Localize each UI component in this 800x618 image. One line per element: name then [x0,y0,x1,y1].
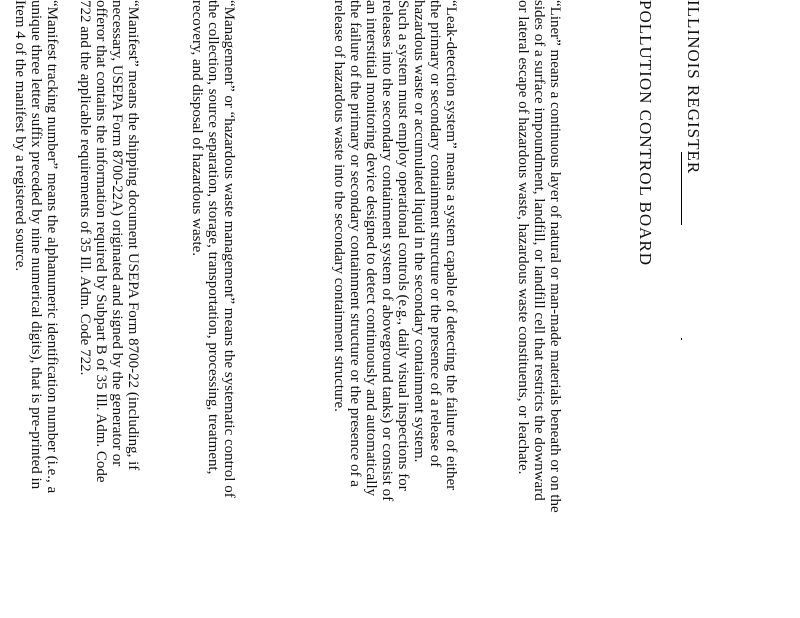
definition-line: 722 and the applicable requirements of 35 Ill. Adm. Code 722. [77,0,93,376]
definition-line: the collection, source separation, storage, transportation, processing, treatment, [205,0,221,475]
definition-paragraph [515,0,563,618]
definition-line: or lateral escape of hazardous waste, hazardous waste constituents, or leachate. [515,0,531,475]
definition-line: the primary or secondary containment structure or the presence of a release of [427,0,443,468]
definition-line: Item 4 of the manifest by a registered source. [12,0,28,272]
board-name: POLLUTION CONTROL BOARD [636,0,655,267]
definition-line: “Manifest tracking number” means the alphanumeric identification number (i.e., a [44,0,60,494]
header-rule-mark [681,338,682,340]
header-rule [681,152,682,225]
definition-line: “Leak-detection system” means a system capable of detecting the failure of either [443,0,459,491]
definition-line: offeror that contains the information required by Subpart B of 35 Ill. Adm. Code [93,0,109,483]
definition-paragraph [77,0,141,618]
definition-line: “Liner” means a continuous layer of natural or man-made materials beneath or on the [547,0,563,513]
definition-paragraph [331,0,459,618]
definition-line: unique three letter suffix preceded by nine numerical digits), that is pre-printed in [28,0,44,490]
definition-paragraph [189,0,237,618]
register-title: ILLINOIS REGISTER [684,0,703,175]
definition-line: the failure of the primary or secondary containment structure or the presence of a [347,0,363,487]
definition-line: releases into the secondary containment system of aboveground tanks) or consist of [379,0,395,502]
definition-line: “Management” or “hazardous waste management” means the systematic control of [221,0,237,498]
definition-line: hazardous waste or accumulated liquid in the secondary containment system. [411,0,427,463]
definition-line: “Manifest” means the shipping document USEPA Form 8700-22 (including, if [125,0,141,471]
definition-paragraph [12,0,60,618]
definition-line: an interstitial monitoring device designed to detect continuously and automatically [363,0,379,497]
definition-line: recovery, and disposal of hazardous waste. [189,0,205,257]
definition-line: Such a system must employ operational controls (e.g., daily visual inspections for [395,0,411,491]
definition-line: sides of a surface impoundment, landfill, or landfill cell that restricts the downward [531,0,547,501]
definition-line: necessary, USEPA Form 8700-22A) originated and signed by the generator or [109,0,125,467]
definition-line: release of hazardous waste into the secondary containment structure. [331,0,347,412]
